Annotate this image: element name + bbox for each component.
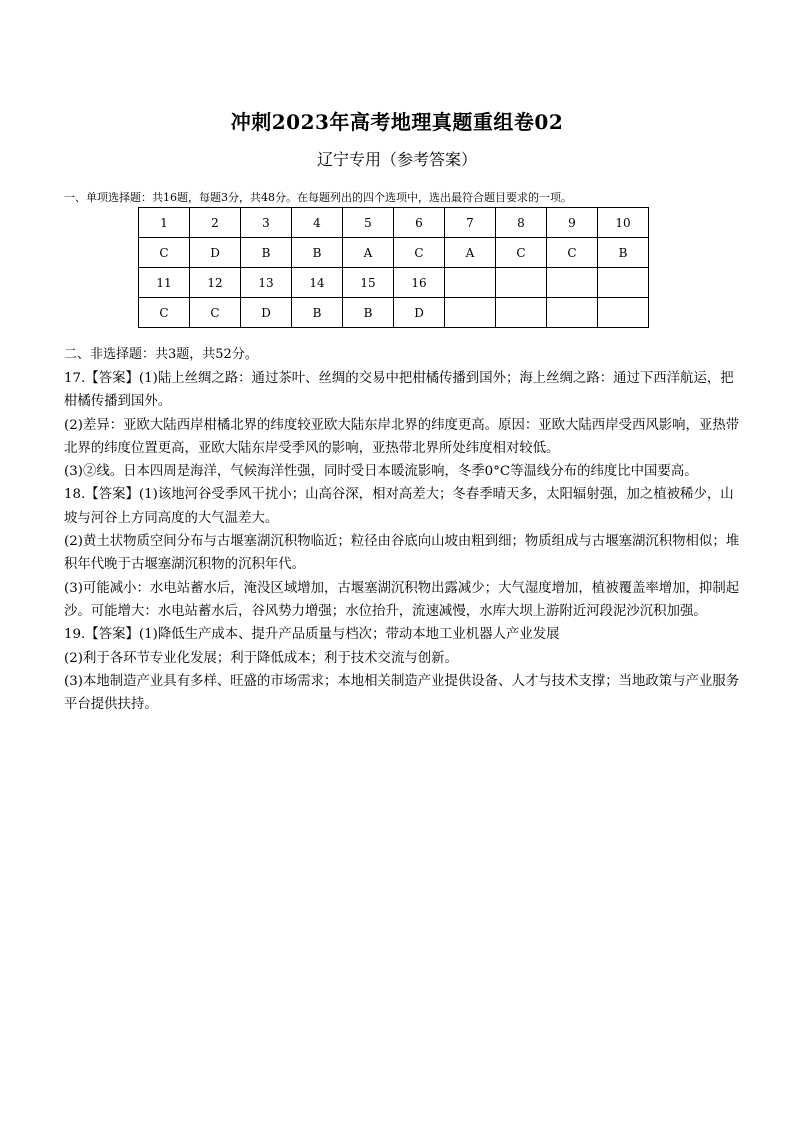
table-cell: C [139, 298, 190, 328]
table-row [139, 298, 649, 328]
answer-paragraph: 19.【答案】(1)降低生产成本、提升产品质量与档次；带动本地工业机器人产业发展 [64, 627, 560, 643]
answer-paragraph: (2)差异：亚欧大陆西岸柑橘北界的纬度较亚欧大陆东岸北界的纬度更高。原因：亚欧大陆西岸受西风影响，亚热带北界的纬度位置更高，亚欧大陆东岸受季风的影响，亚热带北界所处纬度相对较低。 [64, 417, 740, 456]
table-row [139, 208, 649, 238]
section-heading-choice: 一、单项选择题：共16题，每题3分，共48分。在每题列出的四个选项中，选出最符合题目要求的一项。 [64, 191, 572, 204]
table-cell: 5 [343, 208, 394, 238]
table-cell: B [241, 238, 292, 268]
section-heading-nonchoice: 二、非选择题：共3题，共52分。 [64, 347, 258, 362]
table-cell [445, 268, 496, 298]
table-cell: 15 [343, 268, 394, 298]
table-cell [547, 298, 598, 328]
table-cell: 9 [547, 208, 598, 238]
table-cell: 12 [190, 268, 241, 298]
table-cell: 1 [139, 208, 190, 238]
answer-table [138, 207, 649, 328]
answer-paragraph: (3)②线。日本四周是海洋，气候海洋性强，同时受日本暖流影响，冬季0°C等温线分布的纬度比中国要高。 [64, 464, 698, 480]
answer-paragraph: (2)黄土状物质空间分布与古堰塞湖沉积物临近；粒径由谷底向山坡由粗到细；物质组成与古堰塞湖沉积物相似；堆积年代晚于古堰塞湖沉积物的沉积年代。 [64, 534, 740, 573]
table-cell: 14 [292, 268, 343, 298]
answer-paragraph: (3)本地制造产业具有多样、旺盛的市场需求；本地相关制造产业提供设备、人才与技术支撑；当地政策与产业服务平台提供扶持。 [64, 673, 740, 713]
table-cell: C [496, 238, 547, 268]
table-cell: 8 [496, 208, 547, 238]
answer-content [64, 367, 744, 716]
table-row [139, 268, 649, 298]
table-cell: B [598, 238, 649, 268]
table-cell: A [445, 238, 496, 268]
table-cell: 3 [241, 208, 292, 238]
table-cell: C [394, 238, 445, 268]
table-cell: D [394, 298, 445, 328]
table-cell [598, 298, 649, 328]
table-cell: C [547, 238, 598, 268]
table-cell: 6 [394, 208, 445, 238]
table-cell: B [292, 298, 343, 328]
table-cell: D [190, 238, 241, 268]
table-cell: 11 [139, 268, 190, 298]
answer-paragraph: 17.【答案】(1)陆上丝绸之路：通过茶叶、丝绸的交易中把柑橘传播到国外；海上丝绸之路：通过下西洋航运，把柑橘传播到国外。 [64, 371, 734, 410]
table-cell: 13 [241, 268, 292, 298]
table-cell: 2 [190, 208, 241, 238]
table-cell [496, 298, 547, 328]
table-cell [598, 268, 649, 298]
page-subtitle: 辽宁专用（参考答案） [316, 150, 477, 169]
page-title: 冲刺2023年高考地理真题重组卷02 [230, 110, 564, 134]
table-cell [547, 268, 598, 298]
table-row [139, 238, 649, 268]
table-cell [496, 268, 547, 298]
table-cell: A [343, 238, 394, 268]
table-cell: 7 [445, 208, 496, 238]
table-cell: C [190, 298, 241, 328]
table-cell: D [241, 298, 292, 328]
answer-paragraph: (2)利于各环节专业化发展；利于降低成本；利于技术交流与创新。 [64, 650, 458, 666]
table-cell: C [139, 238, 190, 268]
answer-paragraph: 18.【答案】(1)该地河谷受季风干扰小；山高谷深，相对高差大；冬春季晴天多，太阳辐射强，加之植被稀少，山坡与河谷上方同高度的大气温差大。 [64, 487, 734, 526]
table-cell: 4 [292, 208, 343, 238]
table-cell: B [343, 298, 394, 328]
answer-paragraph: (3)可能减小：水电站蓄水后，淹没区域增加，古堰塞湖沉积物出露减少；大气湿度增加，植被覆盖率增加，抑制起沙。可能增大：水电站蓄水后，谷风势力增强；水位抬升，流速减慢，水库大坝上游附近河段泥沙沉积加强。 [64, 580, 740, 619]
table-cell: 16 [394, 268, 445, 298]
table-cell: B [292, 238, 343, 268]
table-cell: 10 [598, 208, 649, 238]
table-cell [445, 298, 496, 328]
